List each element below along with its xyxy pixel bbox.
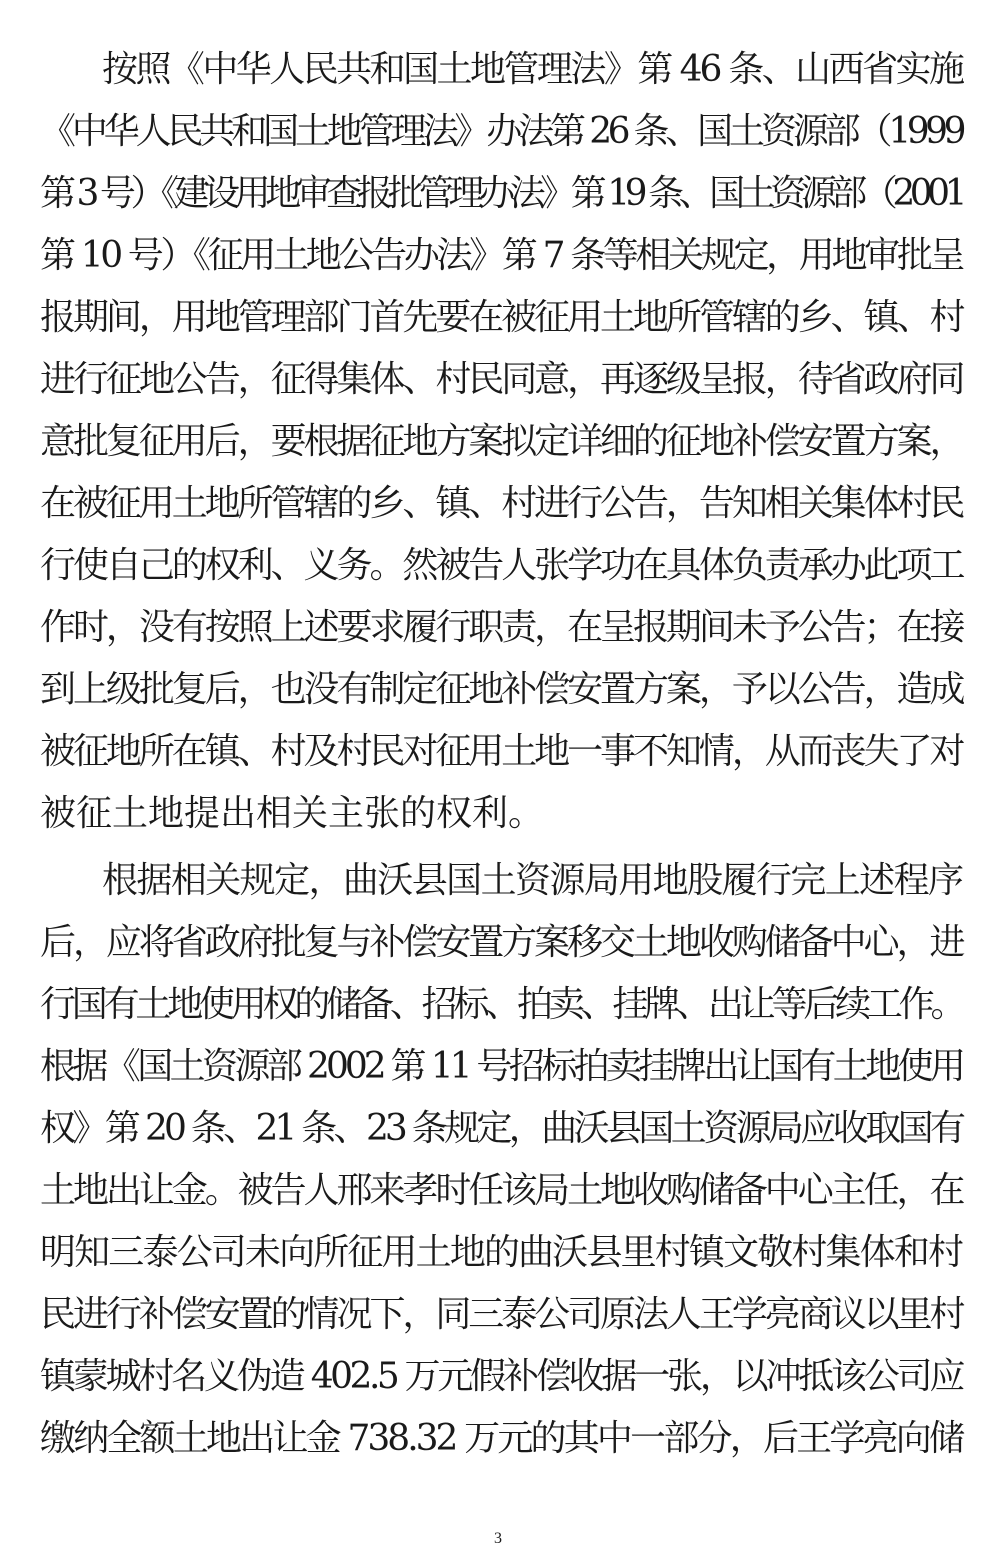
text-line: 镇蒙城村名义伪造 402.5 万元假补偿收据一张，以冲抵该公司应 (40, 1356, 962, 1397)
text-line: 根据相关规定，曲沃县国土资源局用地股履行完上述程序 (102, 860, 962, 901)
text-line: 被征土地提出相关主张的权利。 (40, 793, 545, 834)
text-line: 在被征用土地所管辖的乡、镇、村进行公告，告知相关集体村民 (40, 483, 962, 524)
text-line: 缴纳全额土地出让金 738.32 万元的其中一部分，后王学亮向储 (40, 1418, 962, 1459)
text-line: 明知三泰公司未向所征用土地的曲沃县里村镇文敬村集体和村 (40, 1232, 962, 1273)
text-line: 被征地所在镇、村及村民对征用土地一事不知情，从而丧失了对 (40, 731, 962, 772)
text-line: 第 10 号）《征用土地公告办法》第 7 条等相关规定，用地审批呈 (40, 235, 962, 276)
text-line: 报期间，用地管理部门首先要在被征用土地所管辖的乡、镇、村 (40, 297, 962, 338)
text-line: 到上级批复后，也没有制定征地补偿安置方案，予以公告，造成 (40, 669, 962, 710)
text-line: 《中华人民共和国土地管理法》办法第 26 条、国土资源部（1999 (40, 111, 962, 152)
text-line: 进行征地公告，征得集体、村民同意，再逐级呈报，待省政府同 (40, 359, 962, 400)
text-line: 根据《国土资源部 2002 第 11 号招标拍卖挂牌出让国有土地使用 (40, 1046, 962, 1087)
text-line: 第 3 号）《建设用地审查报批管理办法》第 19 条、国土资源部（2001 (40, 173, 962, 214)
page-number: 3 (494, 1530, 502, 1547)
text-line: 行国有土地使用权的储备、招标、拍卖、挂牌、出让等后续工作。 (40, 984, 962, 1025)
text-line: 意批复征用后，要根据征地方案拟定详细的征地补偿安置方案， (40, 421, 962, 462)
text-line: 按照《中华人民共和国土地管理法》第 46 条、山西省实施 (102, 49, 962, 90)
text-line: 土地出让金。被告人邢来孝时任该局土地收购储备中心主任，在 (40, 1170, 962, 1211)
text-line: 民进行补偿安置的情况下，同三泰公司原法人王学亮商议以里村 (40, 1294, 962, 1335)
text-line: 行使自己的权利、义务。然被告人张学功在具体负责承办此项工 (40, 545, 962, 586)
text-line: 作时，没有按照上述要求履行职责，在呈报期间未予公告；在接 (40, 607, 962, 648)
text-line: 权》第 20 条、21 条、23 条规定，曲沃县国土资源局应收取国有 (40, 1108, 962, 1149)
text-line: 后，应将省政府批复与补偿安置方案移交土地收购储备中心，进 (40, 922, 962, 963)
